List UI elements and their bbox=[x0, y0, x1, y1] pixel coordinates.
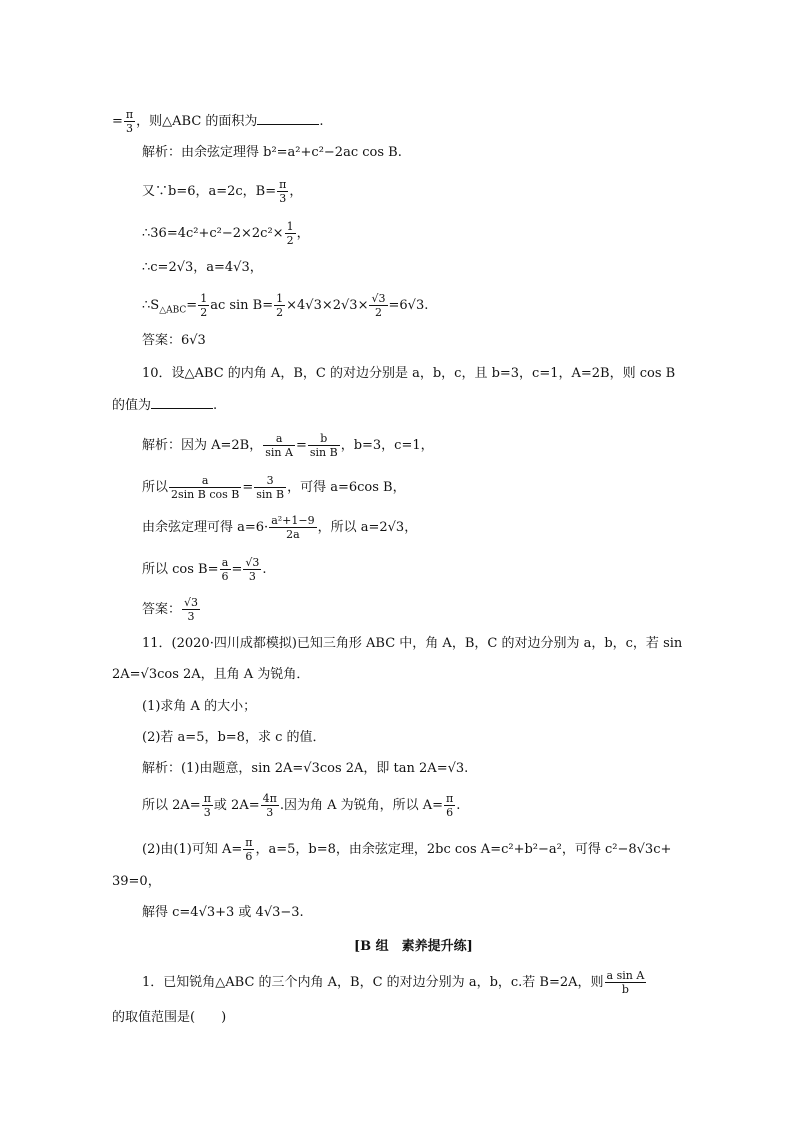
fraction bbox=[263, 432, 295, 459]
fraction bbox=[605, 969, 647, 996]
solution-line bbox=[142, 474, 406, 501]
solution-line: 解析：(1)由题意，sin 2A=√3cos 2A，即 tan 2A=√3. bbox=[142, 761, 469, 776]
solution-line bbox=[142, 556, 267, 583]
fraction bbox=[261, 792, 279, 819]
denominator: sin A bbox=[265, 446, 293, 459]
fraction bbox=[220, 556, 231, 583]
fraction bbox=[308, 432, 340, 459]
text: = bbox=[242, 480, 254, 495]
numerator: a bbox=[169, 474, 241, 488]
denominator: 3 bbox=[279, 192, 287, 205]
text: (2)由(1)可知 A= bbox=[142, 842, 243, 857]
denominator: 2a bbox=[286, 528, 300, 541]
numerator: π bbox=[203, 792, 211, 805]
denominator: 3 bbox=[248, 570, 256, 583]
fraction bbox=[124, 108, 135, 135]
text: . bbox=[456, 798, 461, 813]
numerator: 1 bbox=[200, 292, 208, 305]
denominator: 6 bbox=[221, 570, 229, 583]
text: ∴S bbox=[142, 298, 160, 313]
numerator: π bbox=[245, 836, 253, 849]
text: ，a=5，b=8，由余弦定理，2bc cos A=c²+b²−a²，可得 c²−8√3c+ bbox=[255, 842, 672, 857]
text: 所以 cos B= bbox=[142, 562, 219, 577]
solution-line: ∴c=2√3，a=4√3， bbox=[142, 260, 263, 275]
text: 1．已知锐角△ABC 的三个内角 A，B，C 的对边分别为 a，b，c.若 B=2A，则 bbox=[142, 975, 604, 990]
denominator: 2 bbox=[286, 234, 294, 247]
question-11-part2: (2)若 a=5，b=8，求 c 的值． bbox=[142, 730, 326, 745]
solution-line bbox=[142, 292, 428, 321]
subscript: △ABC bbox=[159, 305, 187, 316]
answer-blank bbox=[257, 112, 319, 125]
numerator: √3 bbox=[371, 292, 386, 305]
fraction bbox=[182, 596, 200, 623]
text: 所以 bbox=[142, 480, 169, 495]
text: 又∵b=6，a=2c，B= bbox=[142, 184, 277, 199]
text: 所以 2A= bbox=[142, 798, 201, 813]
answer-line bbox=[142, 596, 201, 623]
fraction bbox=[243, 836, 254, 863]
problem-9-tail bbox=[112, 108, 324, 135]
numerator: π bbox=[279, 178, 287, 191]
denominator: 3 bbox=[266, 806, 274, 819]
text: ，b=3，c=1， bbox=[340, 438, 434, 453]
fraction bbox=[254, 474, 286, 501]
text: ，则△ABC 的面积为 bbox=[136, 114, 258, 129]
fraction bbox=[277, 178, 288, 205]
fraction bbox=[198, 292, 209, 319]
text: = bbox=[231, 562, 243, 577]
denominator: sin B bbox=[256, 488, 285, 501]
solution-line bbox=[142, 178, 302, 205]
denominator: 3 bbox=[187, 610, 195, 623]
numerator: 3 bbox=[254, 474, 286, 488]
fraction bbox=[169, 474, 241, 501]
denominator: sin B bbox=[309, 446, 338, 459]
text: 的值为 bbox=[112, 398, 152, 413]
numerator: a bbox=[220, 556, 231, 570]
numerator: √3 bbox=[184, 596, 199, 609]
denominator: 3 bbox=[126, 122, 134, 135]
numerator: π bbox=[446, 792, 454, 805]
numerator: a bbox=[263, 432, 295, 446]
text: ，所以 a=2√3， bbox=[317, 520, 418, 535]
question-b1-cont: 的取值范围是( ) bbox=[112, 1010, 227, 1025]
numerator: 1 bbox=[286, 220, 294, 233]
text: . bbox=[262, 562, 267, 577]
denominator: 6 bbox=[446, 806, 454, 819]
text: ， bbox=[289, 184, 303, 199]
text: ac sin B= bbox=[210, 298, 274, 313]
text: . bbox=[319, 114, 324, 129]
text: = bbox=[112, 114, 123, 129]
solution-line: 解得 c=4√3+3 或 4√3−3. bbox=[142, 905, 304, 920]
solution-line: 解析：由余弦定理得 b²=a²+c²−2ac cos B. bbox=[142, 145, 402, 160]
fraction bbox=[285, 220, 296, 247]
question-b1 bbox=[142, 969, 647, 996]
text: 由余弦定理可得 a=6· bbox=[142, 520, 269, 535]
fraction bbox=[269, 514, 316, 541]
denominator: 2 bbox=[374, 306, 382, 319]
denominator: 6 bbox=[245, 850, 253, 863]
fraction bbox=[243, 556, 261, 583]
answer-blank bbox=[151, 396, 213, 409]
fraction bbox=[202, 792, 213, 819]
numerator: 4π bbox=[262, 792, 277, 805]
answer-line: 答案：6√3 bbox=[142, 333, 206, 348]
question-11-cont: 2A=√3cos 2A，且角 A 为锐角． bbox=[112, 667, 310, 682]
text: 答案： bbox=[142, 602, 182, 617]
denominator: 2 bbox=[276, 306, 284, 319]
denominator: 2sin B cos B bbox=[171, 488, 240, 501]
text: .因为角 A 为锐角，所以 A= bbox=[279, 798, 444, 813]
text: ， bbox=[296, 226, 310, 241]
text: . bbox=[213, 398, 218, 413]
numerator: a²+1−9 bbox=[271, 514, 315, 527]
numerator: a sin A bbox=[606, 969, 645, 982]
question-11: 11．(2020·四川成都模拟)已知三角形 ABC 中，角 A，B，C 的对边分别为 a，b，c，若 sin bbox=[142, 636, 683, 651]
text: ∴36=4c²+c²−2×2c²× bbox=[142, 226, 284, 241]
solution-line bbox=[142, 792, 460, 819]
section-heading: [B 组 素养提升练] bbox=[354, 939, 473, 954]
fraction bbox=[369, 292, 387, 319]
numerator: √3 bbox=[245, 556, 260, 569]
fraction bbox=[444, 792, 455, 819]
text: 或 2A= bbox=[213, 798, 260, 813]
text: = bbox=[186, 298, 198, 313]
text: =6√3. bbox=[388, 298, 429, 313]
denominator: 2 bbox=[200, 306, 208, 319]
numerator: 1 bbox=[276, 292, 284, 305]
solution-line bbox=[142, 432, 434, 459]
text: 解析：因为 A=2B， bbox=[142, 438, 263, 453]
text: = bbox=[295, 438, 307, 453]
text: ×4√3×2√3× bbox=[286, 298, 369, 313]
denominator: b bbox=[621, 983, 629, 996]
solution-line bbox=[142, 514, 417, 541]
solution-line bbox=[142, 220, 310, 247]
question-10-cont bbox=[112, 396, 217, 416]
numerator: π bbox=[125, 108, 134, 121]
text: ，可得 a=6cos B， bbox=[287, 480, 406, 495]
question-11-part1: (1)求角 A 的大小； bbox=[142, 699, 257, 714]
denominator: 3 bbox=[203, 806, 211, 819]
question-10: 10．设△ABC 的内角 A，B，C 的对边分别是 a，b，c，且 b=3，c=1，A=2B，则 cos B bbox=[142, 366, 676, 381]
solution-line bbox=[142, 836, 671, 863]
numerator: b bbox=[308, 432, 340, 446]
fraction bbox=[274, 292, 285, 319]
solution-line: 39=0， bbox=[112, 874, 161, 889]
